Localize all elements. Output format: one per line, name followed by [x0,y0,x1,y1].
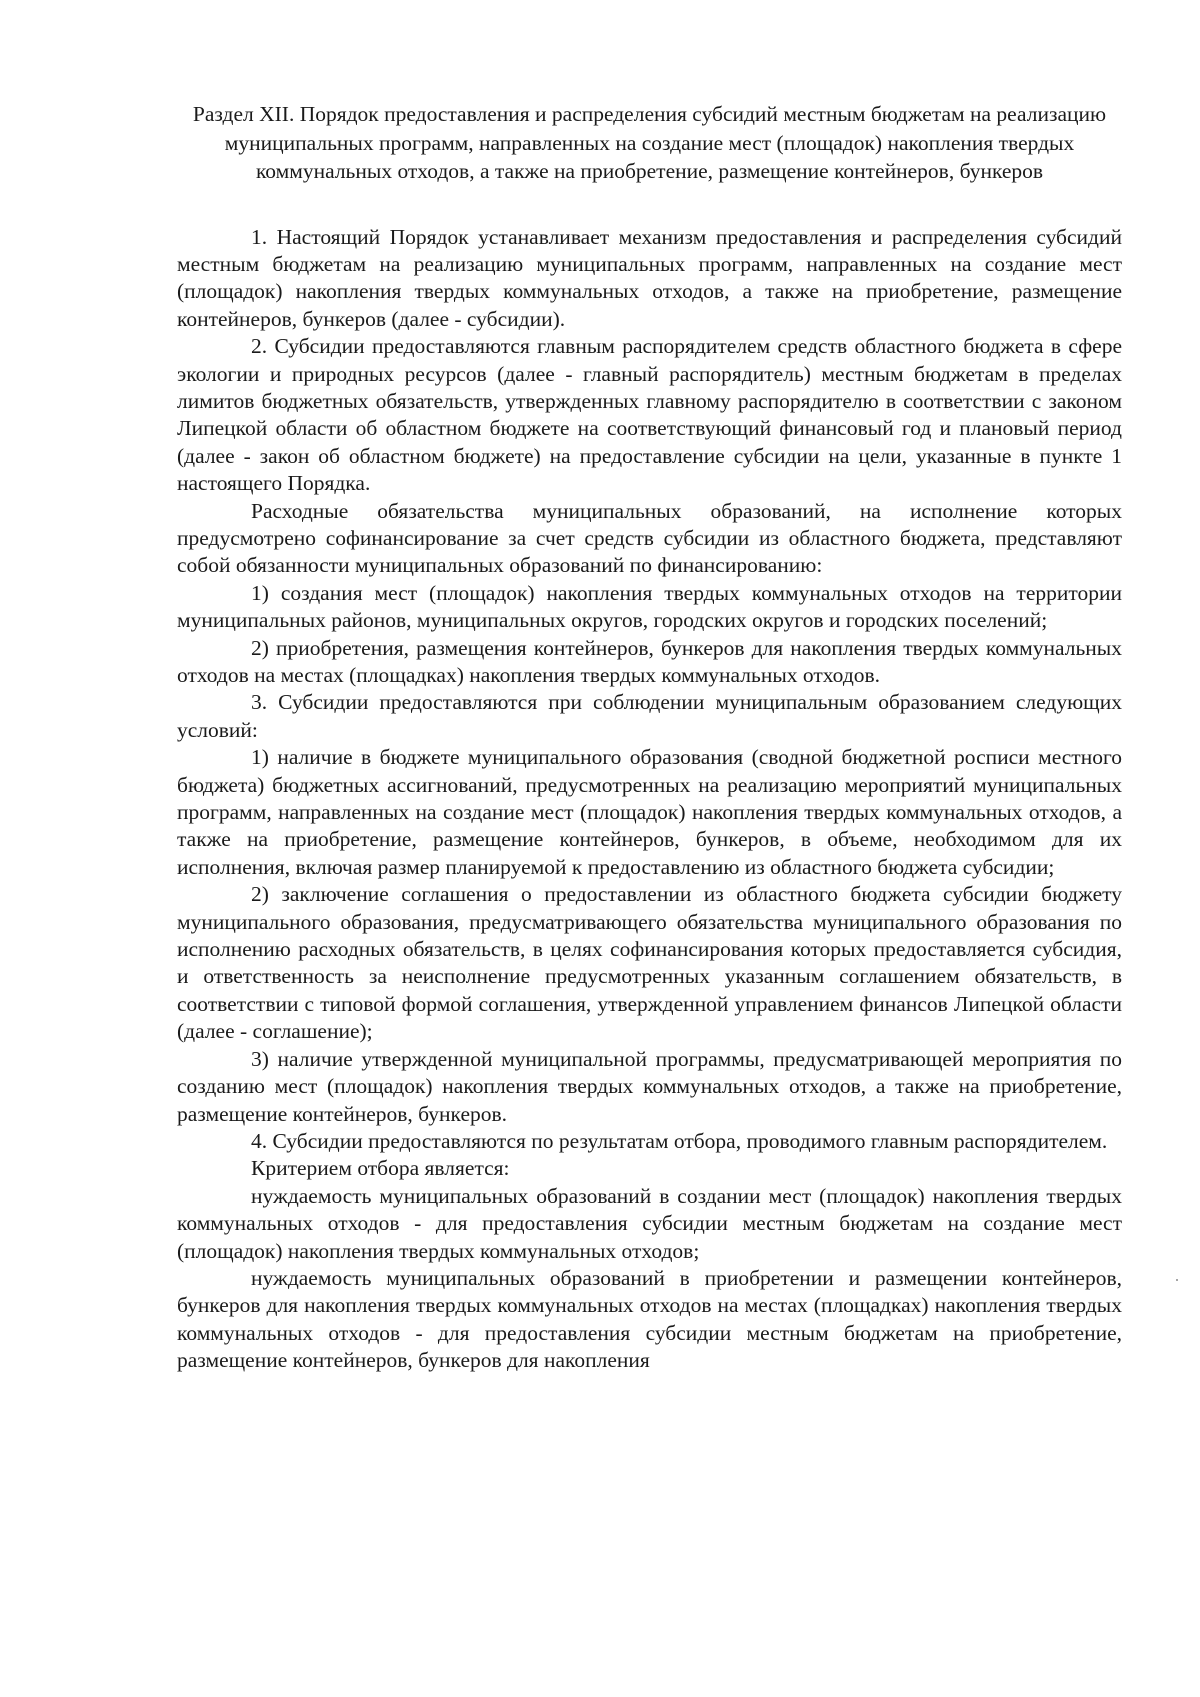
paragraph: 1) наличие в бюджете муниципального образования (сводной бюджетной росписи местного бюджета) бюджетных ассигнований, предусмотренных на реализацию мероприятий муниципальных программ, направленных на создание мест (площадок) накопления твердых коммунальных отходов, а также на приобретение, размещение контейнеров, бункеров, в объеме, необходимом для их исполнения, включая размер планируемой к предоставлению из областного бюджета субсидии; [177,745,1122,879]
paragraph: Расходные обязательства муниципальных образований, на исполнение которых предусмотрено софинансирование за счет средств субсидии из областного бюджета, представляют собой обязанности муниципальных образований по финансированию: [177,498,1122,578]
paragraph: нуждаемость муниципальных образований в приобретении и размещении контейнеров, бункеров для накопления твердых коммунальных отходов на местах (площадках) накопления твердых коммунальных отходов - для предоставления субсидии местным бюджетам на приобретение, размещение контейнеров, бункеров для накопления [177,1265,1122,1373]
paragraph: 2. Субсидии предоставляются главным распорядителем средств областного бюджета в сфере экологии и природных ресурсов (далее - главный распорядитель) местным бюджетам в пределах лимитов бюджетных обязательств, утвержденных главному распорядителю в соответствии с законом Липецкой области об областном бюджете на соответствующий финансовый год и плановый период (далее - закон об областном бюджете) на предоставление субсидии на цели, указанные в пункте 1 настоящего Порядка. [177,334,1122,496]
section-title: Раздел XII. Порядок предоставления и распределения субсидий местным бюджетам на реализацию муниципальных программ, направленных на создание мест (площадок) накопления твердых коммунальных отходов, а также на приобретение, размещение контейнеров, бункеров [192,102,1107,183]
paragraph: Критерием отбора является: [251,1156,510,1181]
document-content [177,100,1122,1375]
paragraph: 1) создания мест (площадок) накопления твердых коммунальных отходов на территории муниципальных районов, муниципальных округов, городских округов и городских поселений; [177,580,1122,633]
paragraph: 3. Субсидии предоставляются при соблюдении муниципальным образованием следующих условий: [177,690,1122,742]
paragraph: нуждаемость муниципальных образований в создании мест (площадок) накопления твердых коммунальных отходов - для предоставления субсидии местным бюджетам на создание мест (площадок) накопления твердых коммунальных отходов; [177,1183,1122,1263]
paragraph: 4. Субсидии предоставляются по результатам отбора, проводимого главным распорядителем. [251,1128,1108,1153]
scan-speck [1176,1279,1178,1281]
paragraph: 1. Настоящий Порядок устанавливает механизм предоставления и распределения субсидий местным бюджетам на реализацию муниципальных программ, направленных на создание мест (площадок) накопления твердых коммунальных отходов, а также на приобретение, размещение контейнеров, бункеров (далее - субсидии). [177,224,1122,331]
paragraph: 2) заключение соглашения о предоставлении из областного бюджета субсидии бюджету муниципального образования, предусматривающего обязательства муниципального образования по исполнению расходных обязательств, в целях софинансирования которых предоставляется субсидия, и ответственность за неисполнение предусмотренных указанным соглашением обязательств, в соответствии с типовой формой соглашения, утвержденной управлением финансов Липецкой области (далее - соглашение); [177,882,1122,1044]
document-body [177,224,1122,1375]
paragraph: 3) наличие утвержденной муниципальной программы, предусматривающей мероприятия по созданию мест (площадок) накопления твердых коммунальных отходов, а также на приобретение, размещение контейнеров, бункеров. [177,1046,1122,1126]
paragraph: 2) приобретения, размещения контейнеров, бункеров для накопления твердых коммунальных отходов на местах (площадках) накопления твердых коммунальных отходов. [177,635,1122,687]
